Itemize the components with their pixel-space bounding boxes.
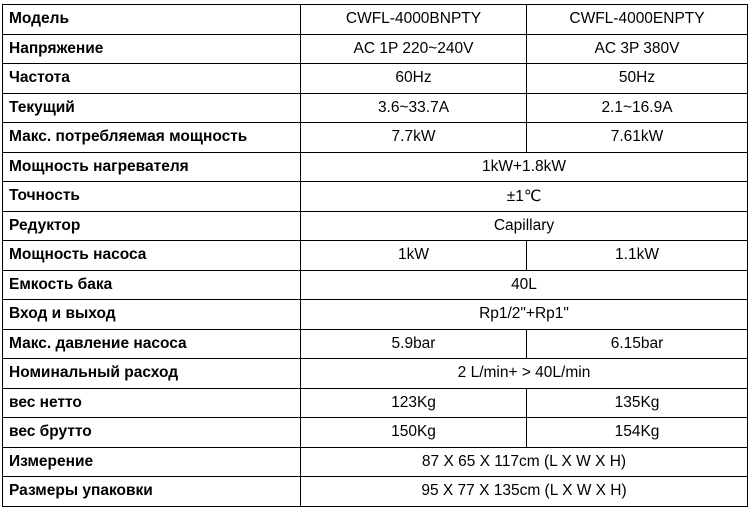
row-label-dimensions: Измерение [3, 447, 301, 477]
cell-value: 1kW [301, 241, 527, 271]
row-label-max-pump-pressure: Макс. давление насоса [3, 329, 301, 359]
row-label-current: Текущий [3, 93, 301, 123]
table-row [3, 359, 748, 389]
cell-value: 40L [301, 270, 748, 300]
cell-value: 1kW+1.8kW [301, 152, 748, 182]
table-row [3, 270, 748, 300]
row-label-pump-power: Мощность насоса [3, 241, 301, 271]
cell-value: 123Kg [301, 388, 527, 418]
cell-value: 2 L/min+ > 40L/min [301, 359, 748, 389]
row-label-precision: Точность [3, 182, 301, 212]
cell-value: Capillary [301, 211, 748, 241]
table-row [3, 241, 748, 271]
cell-value: ±1℃ [301, 182, 748, 212]
cell-value: 50Hz [527, 64, 748, 94]
table-row [3, 64, 748, 94]
row-label-voltage: Напряжение [3, 34, 301, 64]
row-label-package-size: Размеры упаковки [3, 477, 301, 507]
cell-value: 3.6~33.7A [301, 93, 527, 123]
table-row [3, 93, 748, 123]
cell-value: Rp1/2"+Rp1" [301, 300, 748, 330]
row-label-heater-power: Мощность нагревателя [3, 152, 301, 182]
cell-value: 5.9bar [301, 329, 527, 359]
cell-value: AC 3P 380V [527, 34, 748, 64]
table-row [3, 300, 748, 330]
cell-value: 6.15bar [527, 329, 748, 359]
row-label-max-power: Макс. потребляемая мощность [3, 123, 301, 153]
cell-value: 7.61kW [527, 123, 748, 153]
table-row [3, 211, 748, 241]
cell-value: 87 X 65 X 117cm (L X W X H) [301, 447, 748, 477]
cell-value: CWFL-4000ENPTY [527, 5, 748, 35]
row-label-frequency: Частота [3, 64, 301, 94]
row-label-tank-capacity: Емкость бака [3, 270, 301, 300]
table-row [3, 447, 748, 477]
table-row [3, 152, 748, 182]
spec-table [2, 4, 748, 507]
table-row [3, 123, 748, 153]
cell-value: AC 1P 220~240V [301, 34, 527, 64]
table-row [3, 418, 748, 448]
cell-value: 150Kg [301, 418, 527, 448]
cell-value: 7.7kW [301, 123, 527, 153]
cell-value: 1.1kW [527, 241, 748, 271]
row-label-inlet-outlet: Вход и выход [3, 300, 301, 330]
row-label-gross-weight: вес брутто [3, 418, 301, 448]
cell-value: CWFL-4000BNPTY [301, 5, 527, 35]
table-row [3, 5, 748, 35]
table-row [3, 34, 748, 64]
cell-value: 135Kg [527, 388, 748, 418]
cell-value: 2.1~16.9A [527, 93, 748, 123]
row-label-rated-flow: Номинальный расход [3, 359, 301, 389]
table-row [3, 329, 748, 359]
row-label-reducer: Редуктор [3, 211, 301, 241]
table-row [3, 477, 748, 507]
table-row [3, 182, 748, 212]
cell-value: 154Kg [527, 418, 748, 448]
table-row [3, 388, 748, 418]
row-label-net-weight: вес нетто [3, 388, 301, 418]
cell-value: 60Hz [301, 64, 527, 94]
row-label-model: Модель [3, 5, 301, 35]
cell-value: 95 X 77 X 135cm (L X W X H) [301, 477, 748, 507]
